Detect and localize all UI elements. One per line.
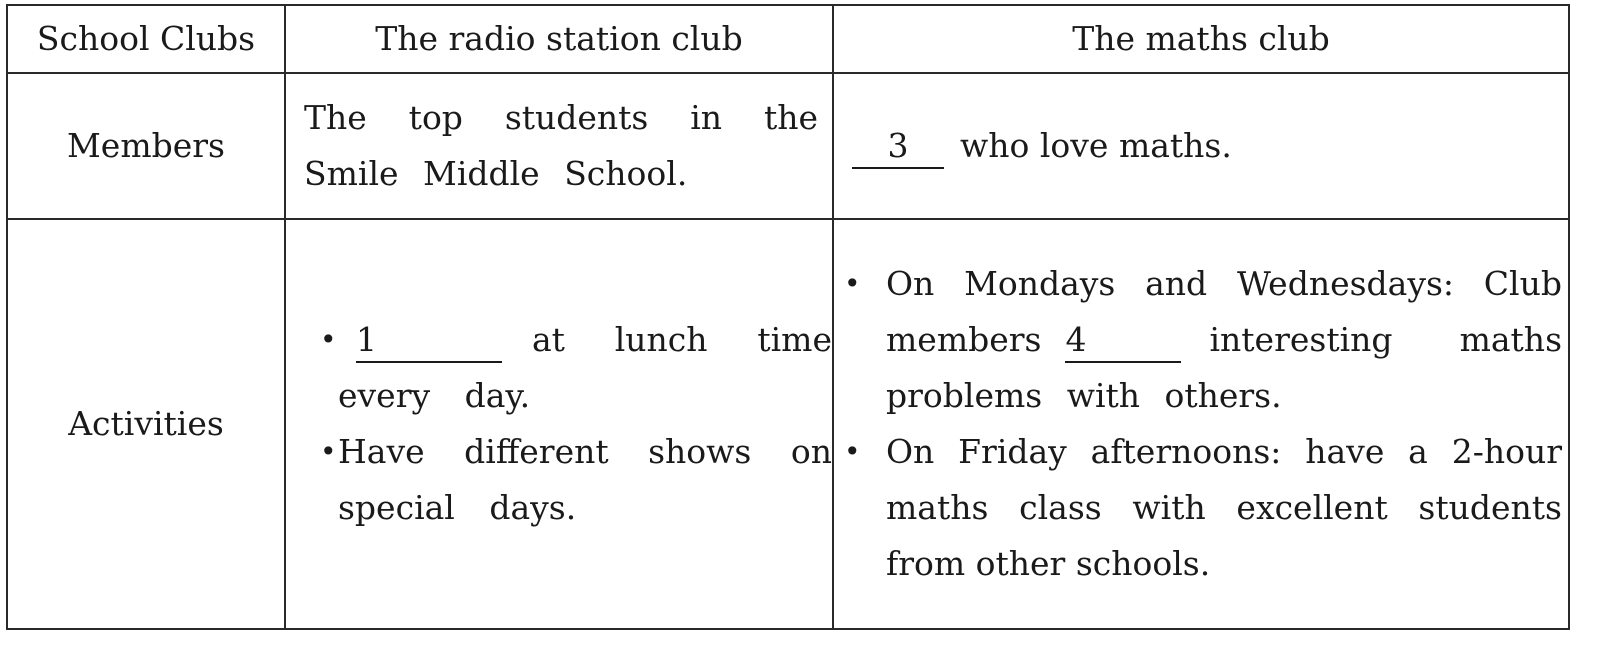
blank-4[interactable]: 4 — [1065, 319, 1181, 363]
maths-activity-1-suffix: interesting maths problems with others. — [886, 320, 1562, 415]
radio-activities-cell — [285, 219, 833, 629]
bullet-dot-icon: • — [320, 435, 337, 468]
maths-activity-item — [834, 424, 1568, 592]
maths-activity-1-prefix: On Mondays and Wednesdays: Club members — [886, 264, 1562, 359]
maths-activities-cell — [833, 219, 1569, 629]
radio-members-cell — [285, 73, 833, 219]
activities-label: Activities — [7, 219, 285, 629]
maths-members-text: who love maths. — [960, 126, 1232, 165]
activities-row — [7, 219, 1569, 629]
school-clubs-table — [6, 4, 1570, 630]
radio-activity-1-text: at lunch time every day. — [338, 320, 832, 415]
radio-members-text: The top students in the Smile Middle School. — [304, 98, 818, 193]
header-maths-club: The maths club — [833, 5, 1569, 73]
maths-members-cell — [833, 73, 1569, 219]
header-radio-station-club: The radio station club — [285, 5, 833, 73]
maths-activity-2-text: On Friday afternoons: have a 2-hour maths class with excellent students from other schools. — [886, 432, 1562, 583]
radio-activity-2-text: Have different shows on special days. — [338, 432, 832, 527]
members-label: Members — [7, 73, 285, 219]
radio-activities-list — [286, 312, 832, 536]
blank-3[interactable]: 3 — [852, 125, 944, 169]
maths-activities-list — [834, 256, 1568, 592]
bullet-dot-icon: • — [320, 323, 337, 356]
members-row — [7, 73, 1569, 219]
bullet-dot-icon: • — [844, 267, 861, 300]
radio-activity-item — [286, 312, 832, 424]
maths-activity-item — [834, 256, 1568, 424]
header-school-clubs: School Clubs — [7, 5, 285, 73]
radio-activity-item — [286, 424, 832, 536]
blank-1[interactable]: 1 — [356, 319, 502, 363]
maths-members-line — [834, 118, 1568, 174]
bullet-dot-icon: • — [844, 435, 861, 468]
header-row — [7, 5, 1569, 73]
